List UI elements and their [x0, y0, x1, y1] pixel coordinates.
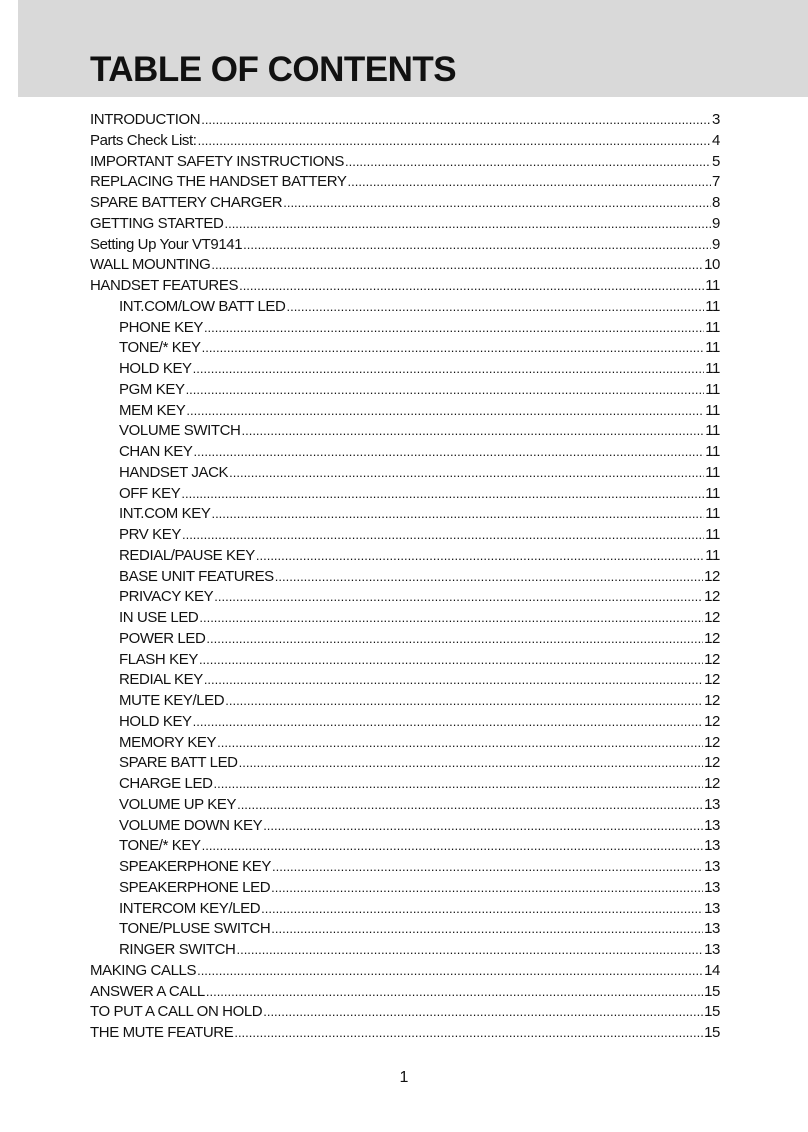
toc-entry [90, 1023, 720, 1044]
toc-entry-label: WALL MOUNTING [90, 256, 211, 274]
toc-entry [90, 484, 720, 505]
dot-leader [229, 463, 704, 484]
toc-entry-page: 12 [704, 712, 720, 730]
toc-entry-label: ANSWER A CALL [90, 982, 205, 1000]
dot-leader [271, 878, 703, 899]
toc-entry-page: 13 [704, 816, 720, 834]
toc-entry-label: TONE/PLUSE SWITCH [119, 920, 271, 938]
dot-leader [271, 919, 703, 940]
dot-leader [261, 899, 703, 920]
toc-entry-label: IN USE LED [119, 609, 199, 626]
dot-leader [348, 172, 712, 193]
toc-entry-page: 12 [704, 567, 720, 585]
toc-entry [90, 338, 720, 359]
toc-entry-page: 13 [704, 858, 720, 875]
toc-entry-page: 3 [712, 111, 720, 128]
toc-entry [90, 255, 720, 276]
toc-entry [90, 587, 720, 608]
toc-entry [90, 214, 720, 235]
toc-entry [90, 961, 720, 982]
toc-entry-page: 12 [704, 775, 720, 792]
table-of-contents [90, 110, 720, 1044]
dot-leader [239, 276, 704, 297]
dot-leader [182, 525, 704, 546]
dot-leader [202, 338, 705, 359]
dot-leader [214, 587, 703, 608]
toc-entry [90, 1002, 720, 1023]
toc-entry [90, 276, 720, 297]
toc-entry-label: HOLD KEY [119, 360, 192, 377]
toc-entry-page: 5 [712, 152, 720, 170]
dot-leader [217, 733, 703, 754]
dot-leader [198, 131, 711, 152]
toc-entry-page: 13 [704, 837, 720, 855]
toc-entry-page: 11 [705, 484, 720, 502]
toc-entry-page: 11 [705, 277, 720, 294]
dot-leader [204, 670, 703, 691]
dot-leader [286, 297, 704, 318]
toc-entry-page: 11 [705, 380, 720, 398]
toc-entry [90, 504, 720, 525]
toc-entry-page: 11 [705, 318, 720, 336]
toc-entry [90, 567, 720, 588]
toc-entry [90, 982, 720, 1003]
toc-entry-label: Setting Up Your VT9141 [90, 235, 243, 253]
toc-entry-page: 14 [704, 961, 720, 979]
toc-entry-page: 9 [712, 214, 720, 232]
dot-leader [197, 961, 703, 982]
toc-entry-page: 4 [712, 131, 720, 149]
toc-entry [90, 359, 720, 380]
toc-entry-label: SPARE BATTERY CHARGER [90, 194, 283, 211]
toc-entry [90, 442, 720, 463]
toc-entry [90, 650, 720, 671]
toc-entry-label: PGM KEY [119, 380, 185, 398]
toc-entry [90, 774, 720, 795]
toc-entry-label: INT.COM KEY [119, 505, 211, 523]
toc-entry-label: RINGER SWITCH [119, 941, 236, 958]
toc-entry [90, 463, 720, 484]
dot-leader [234, 1023, 703, 1044]
toc-entry-page: 11 [705, 422, 720, 440]
toc-entry-page: 15 [704, 1024, 720, 1041]
toc-entry-page: 15 [704, 982, 720, 1000]
toc-entry-label: CHAN KEY [119, 443, 193, 460]
dot-leader [345, 152, 711, 173]
toc-entry-page: 11 [705, 360, 720, 377]
toc-entry [90, 608, 720, 629]
toc-entry-page: 12 [704, 671, 720, 689]
toc-entry-label: PRIVACY KEY [119, 588, 214, 606]
toc-entry [90, 733, 720, 754]
toc-entry [90, 297, 720, 318]
toc-entry [90, 816, 720, 837]
toc-entry-page: 11 [705, 463, 720, 481]
dot-leader [275, 567, 703, 588]
dot-leader [236, 940, 703, 961]
toc-entry-label: HOLD KEY [119, 712, 192, 730]
toc-entry [90, 836, 720, 857]
toc-entry [90, 380, 720, 401]
toc-entry [90, 629, 720, 650]
toc-entry-page: 11 [705, 505, 720, 523]
dot-leader [224, 214, 711, 235]
toc-entry-page: 11 [705, 297, 720, 315]
toc-entry-label: THE MUTE FEATURE [90, 1024, 234, 1041]
toc-entry-label: BASE UNIT FEATURES [119, 567, 274, 585]
toc-entry-label: MEMORY KEY [119, 733, 217, 751]
toc-entry-page: 12 [704, 588, 720, 606]
toc-entry [90, 795, 720, 816]
dot-leader [237, 795, 703, 816]
toc-entry [90, 899, 720, 920]
toc-entry-label: IMPORTANT SAFETY INSTRUCTIONS [90, 152, 344, 170]
toc-entry-label: VOLUME UP KEY [119, 795, 237, 813]
toc-entry [90, 670, 720, 691]
dot-leader [239, 753, 704, 774]
toc-entry [90, 172, 720, 193]
toc-entry-label: OFF KEY [119, 484, 181, 502]
toc-entry-page: 12 [704, 754, 720, 772]
toc-entry-label: SPARE BATT LED [119, 754, 238, 772]
toc-entry [90, 878, 720, 899]
dot-leader [211, 255, 703, 276]
toc-entry [90, 919, 720, 940]
toc-entry-label: TONE/* KEY [119, 837, 201, 855]
dot-leader [199, 608, 703, 629]
toc-entry-page: 13 [704, 878, 720, 896]
toc-entry-page: 9 [712, 235, 720, 253]
toc-entry [90, 857, 720, 878]
dot-leader [263, 1002, 703, 1023]
toc-entry-page: 12 [704, 609, 720, 626]
toc-entry [90, 318, 720, 339]
dot-leader [272, 857, 703, 878]
dot-leader [204, 318, 704, 339]
toc-entry [90, 401, 720, 422]
dot-leader [214, 774, 704, 795]
toc-entry-label: SPEAKERPHONE LED [119, 878, 271, 896]
toc-entry-label: MUTE KEY/LED [119, 692, 225, 709]
toc-entry-page: 12 [704, 650, 720, 668]
toc-entry-label: REDIAL KEY [119, 671, 203, 689]
toc-entry-page: 15 [704, 1003, 720, 1021]
toc-entry-label: TONE/* KEY [119, 339, 201, 357]
toc-entry-page: 11 [705, 546, 720, 564]
toc-entry [90, 235, 720, 256]
dot-leader [186, 401, 704, 422]
dot-leader [201, 110, 711, 131]
toc-entry-label: REDIAL/PAUSE KEY [119, 546, 255, 564]
dot-leader [241, 421, 704, 442]
toc-entry-page: 11 [705, 443, 720, 460]
dot-leader [243, 235, 711, 256]
toc-entry-page: 13 [704, 899, 720, 917]
dot-leader [181, 484, 704, 505]
dot-leader [206, 982, 703, 1003]
page-number: 1 [399, 1069, 409, 1086]
toc-entry-page: 12 [704, 692, 720, 709]
toc-entry [90, 691, 720, 712]
toc-entry-page: 13 [704, 920, 720, 938]
toc-entry-label: MAKING CALLS [90, 961, 197, 979]
toc-entry-label: FLASH KEY [119, 650, 198, 668]
toc-entry [90, 131, 720, 152]
toc-entry-page: 13 [704, 941, 720, 958]
toc-entry-label: INTERCOM KEY/LED [119, 899, 261, 917]
dot-leader [256, 546, 704, 567]
dot-leader [263, 816, 703, 837]
toc-entry-page: 11 [705, 339, 720, 357]
toc-entry [90, 421, 720, 442]
toc-entry-page: 11 [705, 526, 720, 543]
toc-entry-label: POWER LED [119, 629, 206, 647]
toc-entry-label: SPEAKERPHONE KEY [119, 858, 271, 875]
toc-entry-label: HANDSET JACK [119, 463, 229, 481]
toc-entry-label: PRV KEY [119, 526, 181, 543]
dot-leader [225, 691, 703, 712]
dot-leader [186, 380, 705, 401]
toc-entry [90, 753, 720, 774]
toc-entry-label: TO PUT A CALL ON HOLD [90, 1003, 263, 1021]
toc-entry-page: 8 [712, 194, 720, 211]
dot-leader [193, 712, 703, 733]
toc-entry [90, 940, 720, 961]
toc-entry [90, 110, 720, 131]
dot-leader [211, 504, 704, 525]
toc-entry [90, 525, 720, 546]
toc-entry-label: Parts Check List: [90, 131, 197, 149]
toc-entry-page: 12 [704, 629, 720, 647]
dot-leader [194, 442, 705, 463]
toc-entry-label: INT.COM/LOW BATT LED [119, 297, 286, 315]
toc-entry-label: VOLUME SWITCH [119, 422, 241, 440]
dot-leader [199, 650, 703, 671]
page-title: TABLE OF CONTENTS [90, 50, 457, 89]
toc-entry-label: MEM KEY [119, 401, 186, 419]
toc-entry-page: 7 [712, 173, 720, 191]
dot-leader [193, 359, 705, 380]
dot-leader [206, 629, 703, 650]
toc-entry-label: VOLUME DOWN KEY [119, 816, 263, 834]
toc-entry-page: 13 [704, 795, 720, 813]
toc-entry-label: CHARGE LED [119, 775, 213, 792]
toc-entry-page: 11 [705, 401, 720, 419]
toc-entry-label: INTRODUCTION [90, 111, 201, 128]
toc-entry [90, 546, 720, 567]
toc-entry-label: GETTING STARTED [90, 214, 224, 232]
toc-entry-page: 12 [704, 733, 720, 751]
dot-leader [202, 836, 704, 857]
toc-entry-label: REPLACING THE HANDSET BATTERY [90, 173, 347, 191]
toc-entry-page: 10 [704, 256, 720, 274]
toc-entry [90, 712, 720, 733]
toc-entry [90, 152, 720, 173]
toc-entry [90, 193, 720, 214]
toc-entry-label: HANDSET FEATURES [90, 277, 239, 294]
toc-entry-label: PHONE KEY [119, 318, 203, 336]
dot-leader [283, 193, 711, 214]
